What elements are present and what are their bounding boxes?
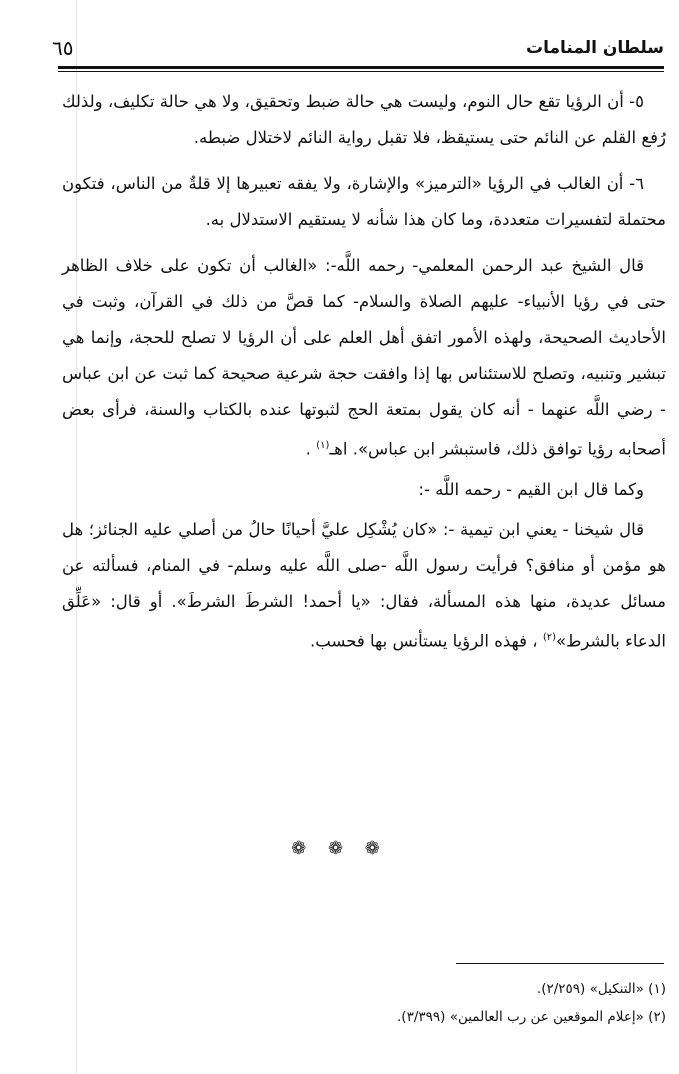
line: وافقت حجة شرعية صحيحة كما ثبت عن ابن عباس - رضي اللَّه عنهما - أنه كان	[62, 364, 667, 419]
line: وكما قال ابن القيم - رحمه اللَّه -:	[418, 479, 644, 499]
running-title: سلطان المنامات	[526, 38, 664, 58]
line: الاستدلال به.	[205, 210, 293, 229]
line-end: .	[305, 439, 311, 459]
footnote-ref-1[interactable]: (١)	[316, 440, 330, 451]
line: المنام، فسألته عن مسائل عديدة، منها هذه المسألة، فقال: «يا أحمد! الشرطَ	[62, 555, 667, 611]
header-rule-thin	[58, 71, 664, 72]
line: الجنائز؛ هل هو مؤمن أو منافق؟ فرأيت رسول اللَّه -صلى اللَّه عليه وسلم- في	[62, 519, 667, 575]
line: خلاف الظاهر حتى في رؤيا الأنبياء- عليهم الصلاة والسلام- كما قصَّ من ذلك	[62, 256, 666, 311]
page-number: ٦٥	[52, 36, 74, 60]
line: لاختلال ضبطه.	[193, 128, 293, 147]
page-header	[52, 36, 664, 64]
paragraph-ibn-taymiyya-quote	[62, 512, 666, 660]
main-text	[62, 84, 666, 669]
section-ornament: ❁ ❁ ❁	[291, 838, 388, 859]
line: ٦- أن الغالب في الرؤيا «الترميز» والإشارة، ولا يفقه تعبيرها إلا قلةٌ من	[161, 174, 645, 193]
line: قال شيخنا - يعني ابن تيمية -: «كان يُشْكِل عليَّ أحيانًا حالُ من أصلي عليه	[143, 519, 644, 539]
line: ٥- أن الرؤيا تقع حال النوم، وليست هي حالة ضبط وتحقيق، ولا هي حالة	[159, 92, 644, 111]
paragraph-point-6	[62, 166, 666, 238]
line: ذلك، فاستبشر ابن عباس». اهـ	[329, 439, 538, 459]
paragraph-ibn-qayyim-intro	[62, 472, 666, 508]
header-rule-thick	[58, 66, 664, 69]
footnote-2: (٢) «إعلام الموقعين عن رب العالمين» (٣/٣٩٩).	[397, 1009, 666, 1025]
footnote-rule	[456, 963, 664, 964]
footnote-ref-2[interactable]: (٢)	[542, 631, 557, 643]
footnotes	[62, 975, 666, 1031]
line: الشرطَ». أو قال: «عَلِّق الدعاء بالشرط»	[62, 591, 666, 650]
line-end: ، فهذه الرؤيا يستأنس بها فحسب.	[310, 631, 538, 650]
paragraph-muallimi-quote	[62, 248, 666, 468]
line: في القرآن، وثبت في الأحاديث الصحيحة، ولهذه الأمور اتفق أهل العلم على	[62, 292, 667, 347]
line: تكليف، ولذلك رُفع القلم عن النائم حتى يستيقظ، فلا تقبل رواية النائم	[62, 92, 666, 147]
line: الناس، فتكون محتملة لتفسيرات متعددة، وما كان هذا شأنه لا يستقيم	[62, 174, 666, 229]
line: قال الشيخ عبد الرحمن المعلمي- رحمه اللَّه-: «الغالب أن تكون على	[160, 256, 645, 275]
paragraph-point-5	[62, 84, 666, 156]
line: أن الرؤيا لا تصلح للحجة، وإنما هي تبشير وتنبيه، وتصلح للاستئناس بها إذا	[62, 328, 666, 383]
line: يقول بمتعة الحج لثبوتها عنده بالكتاب والسنة، فرأى بعض أصحابه رؤيا توافق	[62, 400, 666, 459]
footnote-1: (١) «التنكيل» (٢/٢٥٩).	[536, 981, 666, 997]
